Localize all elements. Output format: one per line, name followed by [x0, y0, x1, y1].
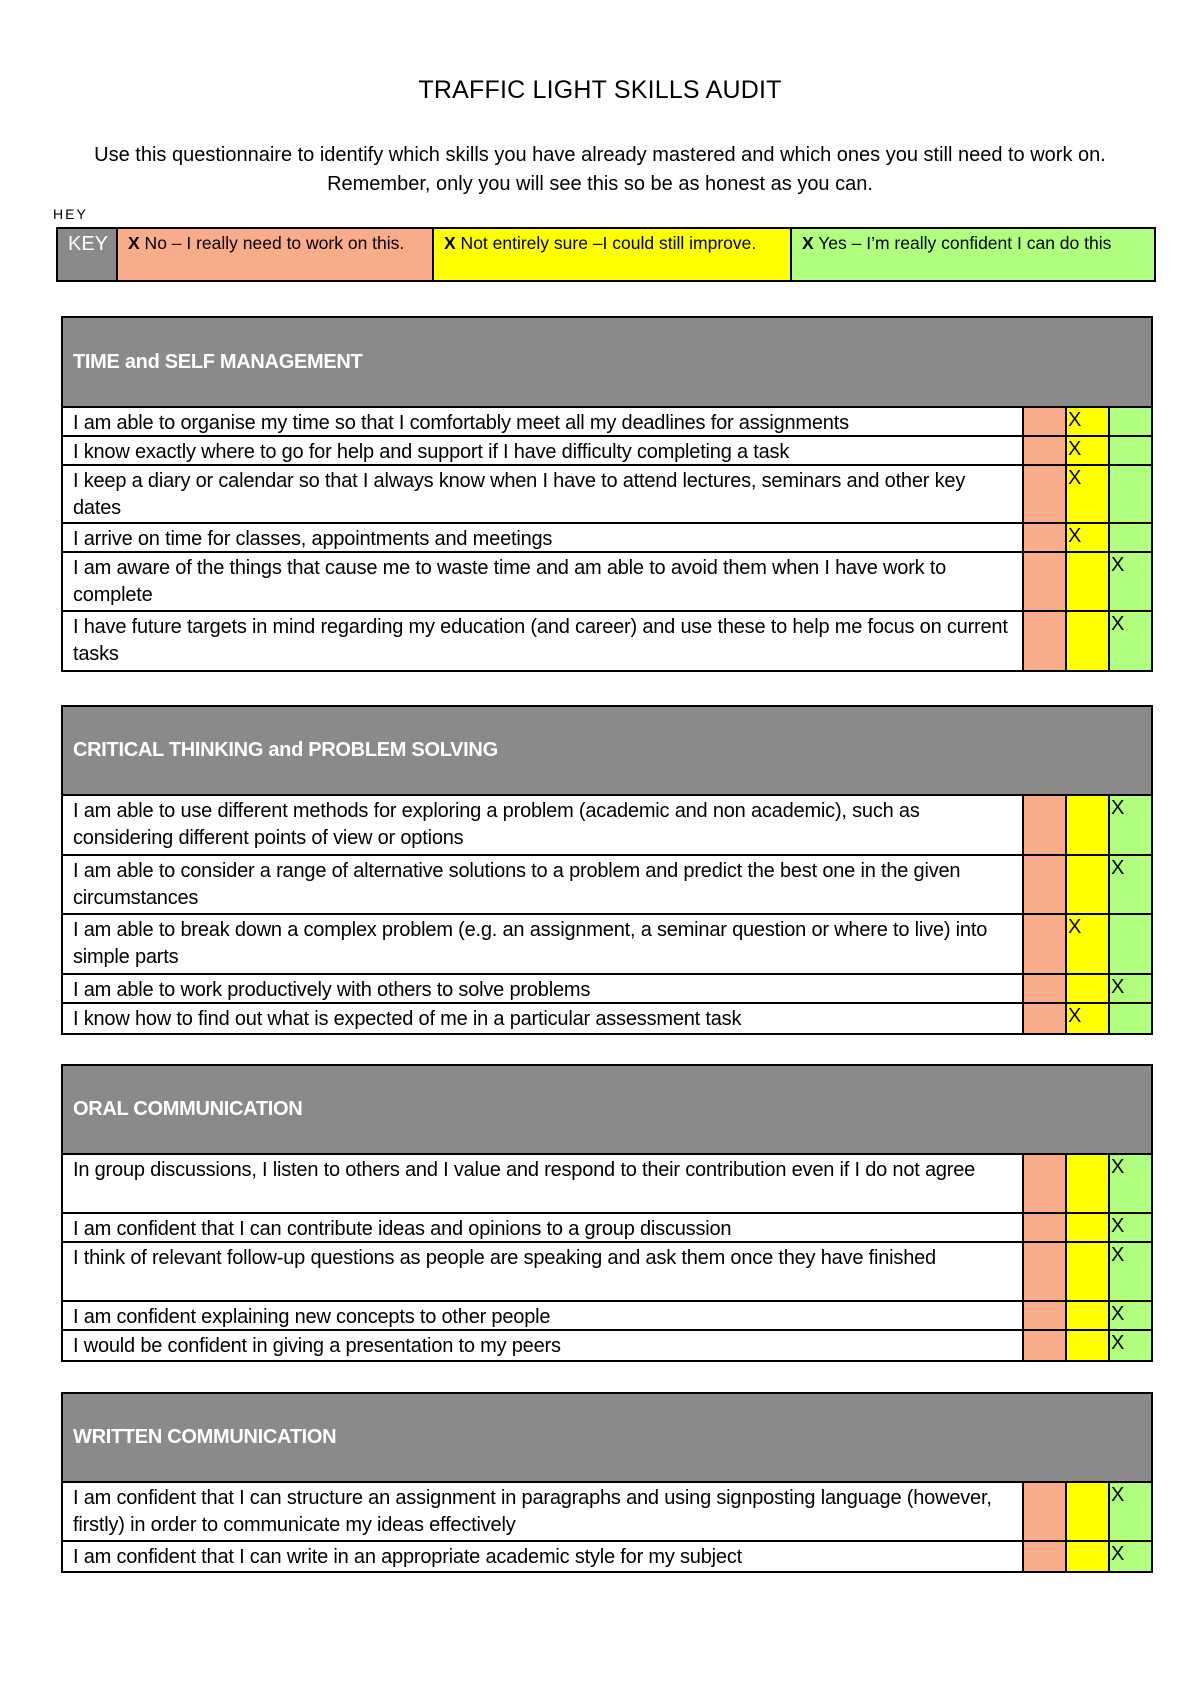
row-statement: I am confident that I can structure an assignment in paragraphs and using signposting language (however, firstly) in order to communicate my ideas effectively: [73, 1487, 992, 1536]
audit-row: [63, 1542, 1151, 1571]
rating-no-cell[interactable]: [1022, 1302, 1065, 1329]
row-statement: I am able to work productively with others to solve problems: [73, 979, 591, 1001]
rating-no-cell[interactable]: [1022, 975, 1065, 1002]
rating-yes-cell[interactable]: X: [1108, 1331, 1151, 1360]
rating-unsure-cell[interactable]: X: [1065, 466, 1108, 522]
rating-unsure-cell[interactable]: [1065, 1483, 1108, 1540]
rating-no-cell[interactable]: [1022, 408, 1065, 435]
rating-yes-cell[interactable]: X: [1108, 1243, 1151, 1300]
row-statement: I keep a diary or calendar so that I always know when I have to attend lectures, seminars and other key dates: [73, 470, 966, 519]
rating-unsure-cell[interactable]: X: [1065, 915, 1108, 973]
section-oral-communication: [61, 1064, 1153, 1362]
rating-no-cell[interactable]: [1022, 553, 1065, 610]
rating-yes-cell[interactable]: [1108, 466, 1151, 522]
rating-no-cell[interactable]: [1022, 1004, 1065, 1033]
key-yes-text: Yes – I’m really confident I can do this: [813, 233, 1112, 253]
section-written-communication: [61, 1392, 1153, 1573]
rating-unsure-cell[interactable]: X: [1065, 408, 1108, 435]
key-label: KEY: [58, 229, 118, 280]
row-statement: I am able to use different methods for exploring a problem (academic and non academic), such as considering different points of view or options: [73, 800, 920, 849]
key-yes-mark: X: [802, 233, 814, 253]
audit-row: [63, 796, 1151, 856]
audit-row: [63, 1004, 1151, 1033]
rating-unsure-cell[interactable]: X: [1065, 524, 1108, 551]
audit-row: [63, 1214, 1151, 1243]
rating-unsure-cell[interactable]: [1065, 1302, 1108, 1329]
rating-yes-cell[interactable]: [1108, 437, 1151, 464]
audit-row: [63, 1302, 1151, 1331]
rating-yes-cell[interactable]: X: [1108, 975, 1151, 1002]
audit-row: [63, 553, 1151, 612]
rating-unsure-cell[interactable]: [1065, 975, 1108, 1002]
rating-no-cell[interactable]: [1022, 524, 1065, 551]
row-statement: I have future targets in mind regarding my education (and career) and use these to help me focus on current tasks: [73, 616, 1008, 665]
section-title: TIME and SELF MANAGEMENT: [63, 318, 1151, 408]
section-title: ORAL COMMUNICATION: [63, 1066, 1151, 1155]
audit-row: [63, 466, 1151, 524]
rating-yes-cell[interactable]: [1108, 1004, 1151, 1033]
rating-yes-cell[interactable]: X: [1108, 1155, 1151, 1212]
row-statement: I arrive on time for classes, appointments and meetings: [73, 528, 553, 550]
row-statement: I am able to consider a range of alternative solutions to a problem and predict the best one in the given circumstances: [73, 860, 961, 909]
row-statement: I think of relevant follow-up questions as people are speaking and ask them once they have finished: [73, 1247, 936, 1269]
row-statement: I am confident that I can write in an appropriate academic style for my subject: [73, 1546, 742, 1568]
rating-unsure-cell[interactable]: [1065, 1155, 1108, 1212]
rating-no-cell[interactable]: [1022, 437, 1065, 464]
rating-no-cell[interactable]: [1022, 1331, 1065, 1360]
key-no-text: No – I really need to work on this.: [139, 233, 405, 253]
rating-yes-cell[interactable]: X: [1108, 553, 1151, 610]
key-no: [118, 229, 434, 280]
key-no-mark: X: [128, 233, 140, 253]
section-title: CRITICAL THINKING and PROBLEM SOLVING: [63, 707, 1151, 796]
row-statement: I am confident that I can contribute ideas and opinions to a group discussion: [73, 1218, 732, 1240]
rating-yes-cell[interactable]: [1108, 408, 1151, 435]
audit-row: [63, 856, 1151, 915]
key-yes: [792, 229, 1154, 280]
section-time-management: [61, 316, 1153, 672]
rating-unsure-cell[interactable]: [1065, 856, 1108, 913]
rating-yes-cell[interactable]: X: [1108, 1542, 1151, 1571]
rating-unsure-cell[interactable]: X: [1065, 437, 1108, 464]
rating-unsure-cell[interactable]: [1065, 1243, 1108, 1300]
rating-unsure-cell[interactable]: [1065, 1542, 1108, 1571]
row-statement: I know exactly where to go for help and support if I have difficulty completing a task: [73, 441, 790, 463]
audit-row: [63, 1243, 1151, 1302]
audit-row: [63, 915, 1151, 975]
section-title: WRITTEN COMMUNICATION: [63, 1394, 1151, 1483]
rating-unsure-cell[interactable]: [1065, 553, 1108, 610]
key-unsure-mark: X: [444, 233, 456, 253]
rating-yes-cell[interactable]: [1108, 524, 1151, 551]
audit-row: [63, 1155, 1151, 1214]
row-statement: I am able to organise my time so that I comfortably meet all my deadlines for assignments: [73, 412, 849, 434]
rating-no-cell[interactable]: [1022, 915, 1065, 973]
row-statement: In group discussions, I listen to others and I value and respond to their contribution even if I do not agree: [73, 1159, 976, 1181]
rating-no-cell[interactable]: [1022, 1243, 1065, 1300]
audit-row: [63, 1331, 1151, 1360]
audit-row: [63, 1483, 1151, 1542]
row-statement: I know how to find out what is expected of me in a particular assessment task: [73, 1008, 742, 1030]
rating-no-cell[interactable]: [1022, 1155, 1065, 1212]
rating-yes-cell[interactable]: [1108, 915, 1151, 973]
key-unsure-text: Not entirely sure –I could still improve.: [455, 233, 757, 253]
row-statement: I am confident explaining new concepts to other people: [73, 1306, 551, 1328]
audit-row: [63, 524, 1151, 553]
intro-text: Use this questionnaire to identify which skills you have already mastered and which ones you still need to work on. Remember, only you will see this so be as honest as you can.: [94, 144, 1106, 195]
rating-yes-cell[interactable]: X: [1108, 612, 1151, 670]
rating-unsure-cell[interactable]: [1065, 1214, 1108, 1241]
rating-no-cell[interactable]: [1022, 796, 1065, 854]
row-statement: I am aware of the things that cause me to waste time and am able to avoid them when I have work to complete: [73, 557, 947, 606]
rating-no-cell[interactable]: [1022, 1483, 1065, 1540]
rating-no-cell[interactable]: [1022, 1214, 1065, 1241]
rating-unsure-cell[interactable]: X: [1065, 1004, 1108, 1033]
audit-row: [63, 437, 1151, 466]
section-critical-thinking: [61, 705, 1153, 1035]
rating-unsure-cell[interactable]: [1065, 796, 1108, 854]
rating-no-cell[interactable]: [1022, 1542, 1065, 1571]
rating-yes-cell[interactable]: X: [1108, 796, 1151, 854]
rating-yes-cell[interactable]: X: [1108, 856, 1151, 913]
rating-no-cell[interactable]: [1022, 612, 1065, 670]
audit-row: [63, 975, 1151, 1004]
audit-row: [63, 408, 1151, 437]
audit-row: [63, 612, 1151, 670]
rating-unsure-cell[interactable]: [1065, 612, 1108, 670]
rating-no-cell[interactable]: [1022, 466, 1065, 522]
rating-yes-cell[interactable]: X: [1108, 1302, 1151, 1329]
rating-yes-cell[interactable]: X: [1108, 1214, 1151, 1241]
rating-yes-cell[interactable]: X: [1108, 1483, 1151, 1540]
key-unsure: [434, 229, 792, 280]
rating-no-cell[interactable]: [1022, 856, 1065, 913]
rating-unsure-cell[interactable]: [1065, 1331, 1108, 1360]
hey-label: HEY: [53, 206, 88, 222]
row-statement: I am able to break down a complex problem (e.g. an assignment, a seminar question or where to live) into simple parts: [73, 919, 988, 968]
key-legend: [56, 227, 1156, 282]
row-statement: I would be confident in giving a presentation to my peers: [73, 1335, 561, 1357]
page-title: TRAFFIC LIGHT SKILLS AUDIT: [418, 76, 782, 104]
